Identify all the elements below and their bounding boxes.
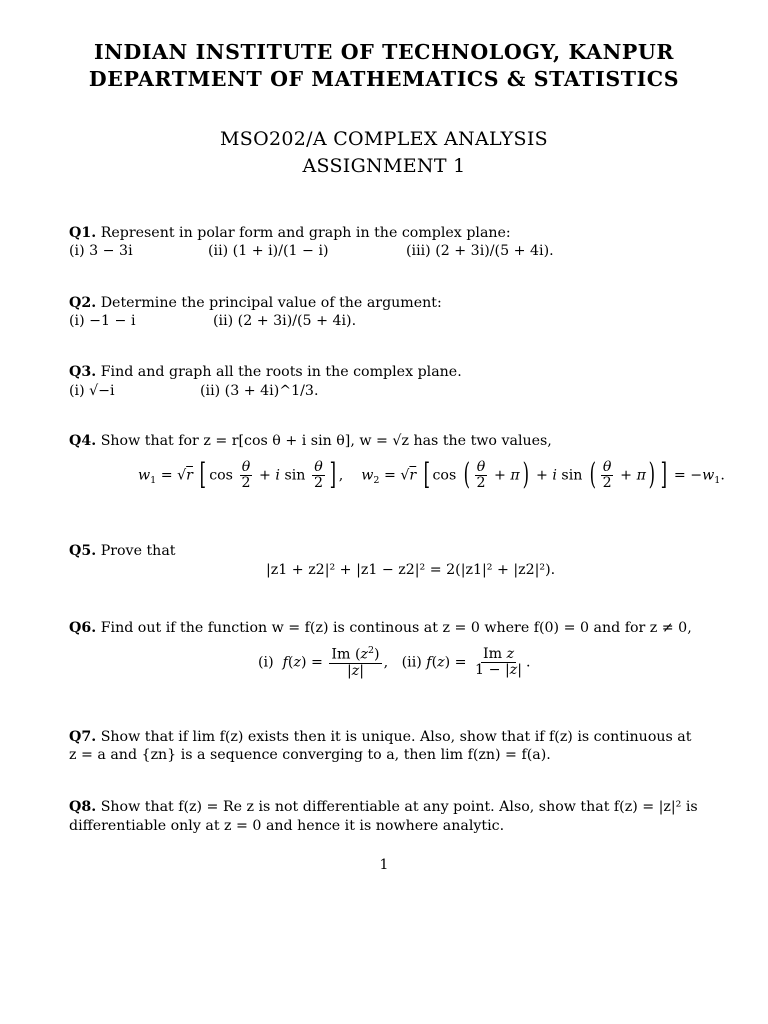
- q6-part-ii-label: (ii): [401, 654, 422, 671]
- q8-line-2: differentiable only at z = 0 and hence it is nowhere analytic.: [69, 818, 505, 834]
- q4-equation: $w_1 = √r$ [ cos $\frac{\theta}{2}$ + i sin $\frac{\theta}{2}$ ] , $w_2 = √r$ [ cos ( $\frac{\theta}{2}$ + π) + i sin ( $\frac{\theta}{2}$ + π) ] = $-w_1$.: [138, 457, 725, 493]
- q5-number: Q5.: [69, 543, 97, 559]
- q1-part-iii: (iii) (2 + 3i)/(5 + 4i).: [406, 243, 554, 259]
- q1-statement: [69, 225, 511, 241]
- q6-statement: [69, 620, 692, 636]
- q5-statement: [69, 543, 175, 559]
- q3-part-ii: (ii) (3 + 4i)^1/3.: [200, 383, 319, 399]
- q3-statement: [69, 364, 462, 380]
- q7-line-2: z = a and {zn} is a sequence converging to a, then lim f(zn) = f(a).: [69, 747, 551, 763]
- q1-number: Q1.: [69, 225, 97, 241]
- q2-number: Q2.: [69, 295, 97, 311]
- q3-text: Find and graph all the roots in the complex plane.: [100, 364, 462, 380]
- q2-text: Determine the principal value of the argument:: [100, 295, 442, 311]
- q2-part-i: (i) −1 − i: [69, 313, 136, 329]
- q1-part-i: (i) 3 − 3i: [69, 243, 133, 259]
- course-title: MSO202/A COMPLEX ANALYSIS: [220, 128, 548, 150]
- q1-text: Represent in polar form and graph in the complex plane:: [100, 225, 511, 241]
- q5-text: Prove that: [100, 543, 176, 559]
- q7-number: Q7.: [69, 729, 97, 745]
- q8-number: Q8.: [69, 799, 97, 815]
- q4-text: Show that for z = r[cos θ + i sin θ], w = √z has the two values,: [100, 433, 552, 449]
- q6-text: Find out if the function w = f(z) is continous at z = 0 where f(0) = 0 and for z ≠ 0,: [100, 620, 692, 636]
- q5-equation: |z1 + z2|² + |z1 − z2|² = 2(|z1|² + |z2|²).: [266, 562, 556, 578]
- page-number: 1: [379, 857, 389, 873]
- q6-part-i-label: (i): [258, 654, 274, 671]
- q7-text-1: Show that if lim f(z) exists then it is unique. Also, show that if f(z) is continuous at: [100, 729, 692, 745]
- q3-part-i: (i) √−i: [69, 383, 115, 399]
- q2-part-ii: (ii) (2 + 3i)/(5 + 4i).: [213, 313, 357, 329]
- q4-statement: [69, 433, 552, 449]
- q3-number: Q3.: [69, 364, 97, 380]
- q6-number: Q6.: [69, 620, 97, 636]
- q1-part-ii: (ii) (1 + i)/(1 − i): [208, 243, 329, 259]
- q4-number: Q4.: [69, 433, 97, 449]
- q6-equation: (i) f(z) = $\frac{Im (z^2)}{|z|}$ , (ii) f(z) = $\frac{\text{Im z}}{1 - |z|}$ .: [258, 645, 531, 679]
- q2-statement: [69, 295, 442, 311]
- q8-text-1: Show that f(z) = Re z is not differentiable at any point. Also, show that f(z) = |z|² is: [100, 799, 698, 815]
- q8-line-1: [69, 799, 698, 815]
- department-heading: DEPARTMENT OF MATHEMATICS & STATISTICS: [88, 67, 680, 91]
- assignment-title: ASSIGNMENT 1: [302, 155, 466, 177]
- institute-heading: INDIAN INSTITUTE OF TECHNOLOGY, KANPUR: [93, 40, 675, 64]
- q7-line-1: [69, 729, 691, 745]
